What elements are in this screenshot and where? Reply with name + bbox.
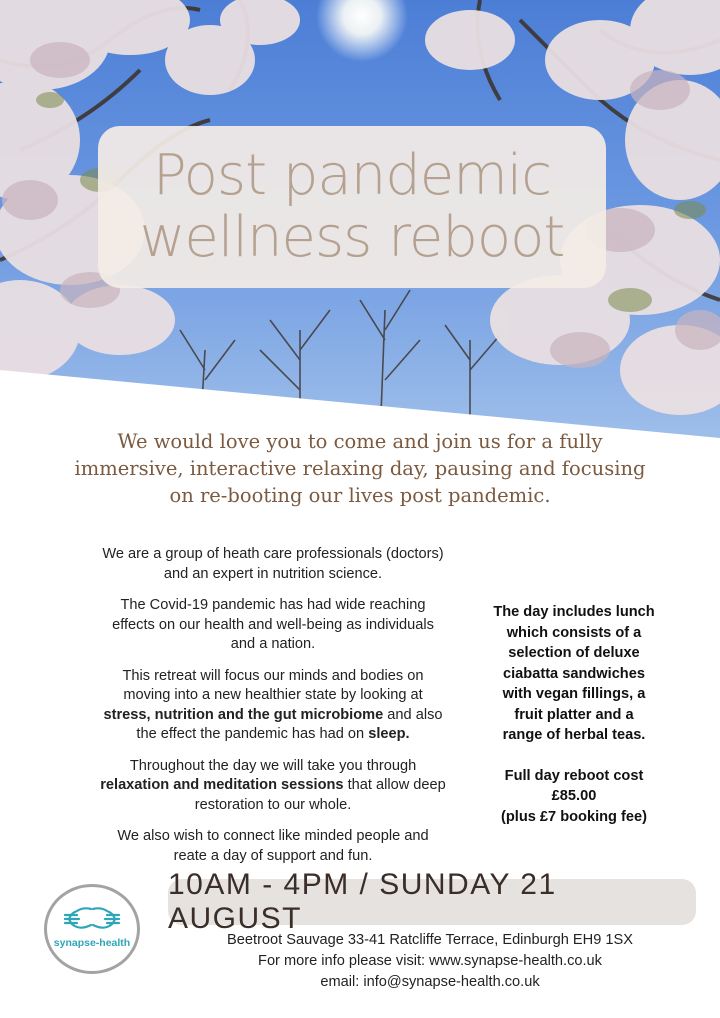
logo-wordmark: synapse-health: [53, 937, 131, 949]
cost-info: [484, 766, 664, 828]
paragraph-about-team: [68, 545, 478, 584]
text-line: the effect the pandemic has had on: [136, 726, 369, 742]
text-line: and a nation.: [230, 636, 316, 652]
title-line-2: wellness reboot: [139, 205, 565, 270]
date-time-text: 10AM - 4PM / SUNDAY 21 AUGUST: [168, 868, 557, 935]
text-line: and an expert in nutrition science.: [163, 565, 383, 582]
booking-fee: (plus £7 booking fee): [501, 808, 647, 825]
text-line: Throughout the day we will take you through: [129, 757, 417, 774]
text-line: We are a group of heath care professionals (doctors): [102, 546, 444, 562]
synapse-brain-icon: [47, 891, 137, 941]
text-line: moving into a new healthier state by looking at: [123, 687, 423, 703]
text-line: restoration to our whole.: [194, 796, 352, 813]
intro-line: immersive, interactive relaxing day, pausing and focusing: [74, 457, 646, 480]
contact-block: [160, 930, 700, 993]
lunch-info: [484, 602, 664, 746]
title-box: [98, 126, 606, 288]
paragraph-sessions: [68, 757, 478, 816]
intro-line: We would love you to come and join us for a fully: [117, 430, 603, 453]
paragraph-connect: [68, 827, 478, 866]
venue-address: Beetroot Sauvage 33-41 Ratcliffe Terrace, Edinburgh EH9 1SX: [227, 932, 633, 948]
paragraph-covid-effects: [68, 596, 478, 655]
text-line: that allow deep: [343, 777, 446, 793]
intro-line: on re-booting our lives post pandemic.: [169, 484, 551, 507]
email-link[interactable]: email: info@synapse-health.co.uk: [320, 974, 540, 990]
text-line: reate a day of support and fun.: [173, 847, 373, 864]
text-line: selection of deluxe: [508, 645, 640, 661]
website-link[interactable]: For more info please visit: www.synapse-health.co.uk: [258, 953, 602, 969]
text-line: Full day reboot cost: [504, 767, 644, 784]
text-line: We also wish to connect like minded people and: [117, 828, 429, 844]
text-line: ciabatta sandwiches: [503, 665, 645, 682]
text-line: The day includes lunch: [493, 604, 655, 620]
hero-photo: [0, 0, 720, 440]
date-time-banner: [168, 868, 696, 935]
text-line: This retreat will focus our minds and bodies on: [122, 667, 424, 684]
price: £85.00: [551, 788, 597, 804]
lunch-and-cost-column: [484, 602, 664, 847]
synapse-health-logo: [44, 884, 140, 974]
bold-sessions: relaxation and meditation sessions: [100, 777, 344, 793]
intro-text: [40, 428, 680, 509]
text-line: effects on our health and well-being as individuals: [112, 616, 434, 633]
text-line: and also: [383, 706, 443, 723]
description-column: [68, 545, 478, 878]
bold-sleep: sleep.: [368, 726, 410, 742]
text-line: fruit platter and a: [514, 706, 634, 723]
title-line-1: Post pandemic: [152, 143, 552, 208]
bold-topics: stress, nutrition and the gut microbiome: [103, 706, 384, 723]
text-line: The Covid-19 pandemic has had wide reaching: [120, 597, 426, 613]
text-line: which consists of a: [506, 624, 642, 641]
paragraph-retreat-focus: [68, 667, 478, 745]
text-line: with vegan fillings, a: [502, 686, 646, 702]
text-line: range of herbal teas.: [502, 727, 646, 743]
